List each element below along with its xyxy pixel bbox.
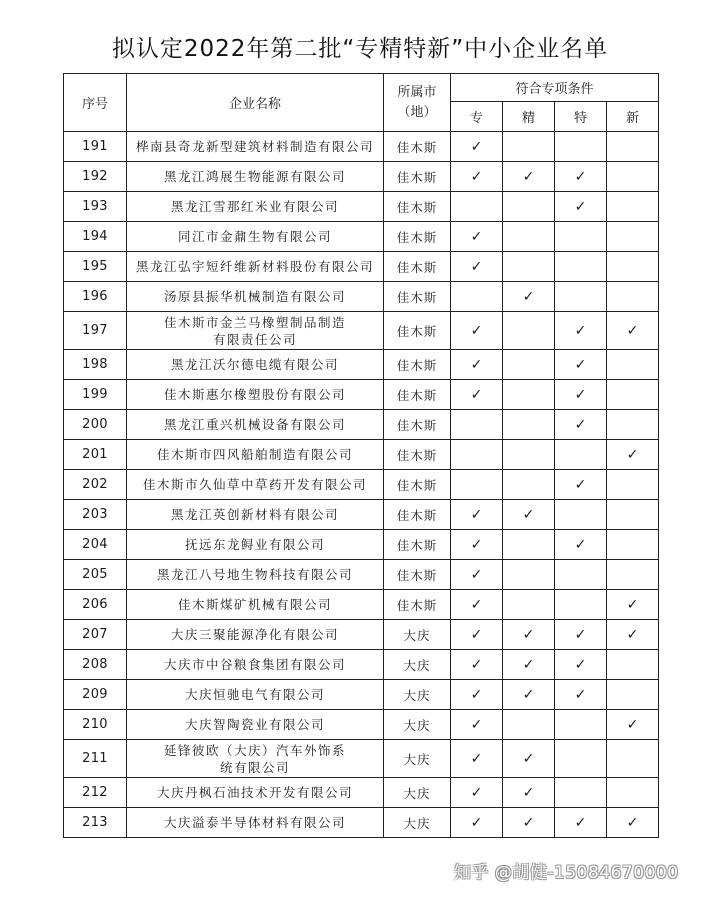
check-mark-icon bbox=[555, 132, 607, 162]
city-cell: 大庆 bbox=[384, 740, 451, 778]
city-cell: 佳木斯 bbox=[384, 252, 451, 282]
city-cell: 佳木斯 bbox=[384, 560, 451, 590]
table-row bbox=[64, 650, 659, 680]
company-name: 黑龙江鸿展生物能源有限公司 bbox=[127, 162, 384, 192]
check-mark-icon bbox=[503, 710, 555, 740]
company-name: 抚远东龙鲟业有限公司 bbox=[127, 530, 384, 560]
row-number: 197 bbox=[64, 312, 127, 350]
check-mark-icon bbox=[451, 440, 503, 470]
check-mark-icon: ✓ bbox=[451, 740, 503, 778]
check-mark-icon: ✓ bbox=[607, 710, 659, 740]
company-name: 佳木斯惠尔橡塑股份有限公司 bbox=[127, 380, 384, 410]
row-number: 194 bbox=[64, 222, 127, 252]
city-cell: 佳木斯 bbox=[384, 530, 451, 560]
row-number: 193 bbox=[64, 192, 127, 222]
city-cell: 佳木斯 bbox=[384, 440, 451, 470]
city-cell: 佳木斯 bbox=[384, 350, 451, 380]
check-mark-icon: ✓ bbox=[555, 312, 607, 350]
check-mark-icon bbox=[503, 440, 555, 470]
city-cell: 佳木斯 bbox=[384, 410, 451, 440]
check-mark-icon bbox=[503, 350, 555, 380]
table-row bbox=[64, 252, 659, 282]
company-name: 黑龙江弘宇短纤维新材料股份有限公司 bbox=[127, 252, 384, 282]
check-mark-icon: ✓ bbox=[503, 778, 555, 808]
row-number: 200 bbox=[64, 410, 127, 440]
header-name: 企业名称 bbox=[127, 74, 384, 132]
check-mark-icon: ✓ bbox=[451, 222, 503, 252]
row-number: 203 bbox=[64, 500, 127, 530]
city-cell: 佳木斯 bbox=[384, 380, 451, 410]
table-row bbox=[64, 560, 659, 590]
check-mark-icon bbox=[607, 252, 659, 282]
check-mark-icon bbox=[607, 680, 659, 710]
company-name: 大庆市中谷粮食集团有限公司 bbox=[127, 650, 384, 680]
check-mark-icon: ✓ bbox=[503, 808, 555, 838]
table-row bbox=[64, 710, 659, 740]
header-city: 所属市（地） bbox=[384, 74, 451, 132]
company-name: 佳木斯市四风船舶制造有限公司 bbox=[127, 440, 384, 470]
check-mark-icon bbox=[503, 530, 555, 560]
check-mark-icon bbox=[555, 440, 607, 470]
check-mark-icon bbox=[607, 410, 659, 440]
check-mark-icon bbox=[607, 650, 659, 680]
check-mark-icon: ✓ bbox=[451, 620, 503, 650]
row-number: 201 bbox=[64, 440, 127, 470]
check-mark-icon bbox=[607, 530, 659, 560]
check-mark-icon bbox=[503, 560, 555, 590]
check-mark-icon bbox=[607, 740, 659, 778]
table-row bbox=[64, 808, 659, 838]
check-mark-icon: ✓ bbox=[555, 380, 607, 410]
company-name: 同江市金鼐生物有限公司 bbox=[127, 222, 384, 252]
city-cell: 大庆 bbox=[384, 680, 451, 710]
row-number: 208 bbox=[64, 650, 127, 680]
check-mark-icon: ✓ bbox=[451, 252, 503, 282]
check-mark-icon bbox=[451, 192, 503, 222]
check-mark-icon: ✓ bbox=[451, 680, 503, 710]
check-mark-icon: ✓ bbox=[451, 500, 503, 530]
check-mark-icon: ✓ bbox=[607, 808, 659, 838]
page-title: 拟认定2022年第二批“专精特新”中小企业名单 bbox=[111, 36, 609, 62]
check-mark-icon: ✓ bbox=[451, 162, 503, 192]
check-mark-icon: ✓ bbox=[503, 740, 555, 778]
table-row bbox=[64, 410, 659, 440]
check-mark-icon bbox=[555, 778, 607, 808]
check-mark-icon bbox=[503, 380, 555, 410]
check-mark-icon bbox=[607, 500, 659, 530]
row-number: 209 bbox=[64, 680, 127, 710]
check-mark-icon: ✓ bbox=[503, 680, 555, 710]
check-mark-icon bbox=[503, 252, 555, 282]
check-mark-icon bbox=[555, 590, 607, 620]
check-mark-icon bbox=[607, 778, 659, 808]
city-cell: 佳木斯 bbox=[384, 470, 451, 500]
check-mark-icon: ✓ bbox=[451, 650, 503, 680]
row-number: 196 bbox=[64, 282, 127, 312]
table-row bbox=[64, 470, 659, 500]
city-cell: 佳木斯 bbox=[384, 132, 451, 162]
row-number: 213 bbox=[64, 808, 127, 838]
check-mark-icon: ✓ bbox=[451, 380, 503, 410]
company-name: 汤原县振华机械制造有限公司 bbox=[127, 282, 384, 312]
company-name: 佳木斯市金兰马橡塑制品制造有限责任公司 bbox=[127, 312, 384, 350]
check-mark-icon bbox=[451, 410, 503, 440]
city-cell: 佳木斯 bbox=[384, 162, 451, 192]
check-mark-icon: ✓ bbox=[503, 500, 555, 530]
check-mark-icon bbox=[607, 162, 659, 192]
company-name: 佳木斯煤矿机械有限公司 bbox=[127, 590, 384, 620]
company-name: 延锋彼欧（大庆）汽车外饰系统有限公司 bbox=[127, 740, 384, 778]
row-number: 195 bbox=[64, 252, 127, 282]
table-row bbox=[64, 312, 659, 350]
row-number: 198 bbox=[64, 350, 127, 380]
enterprise-table bbox=[63, 73, 659, 838]
city-cell: 佳木斯 bbox=[384, 192, 451, 222]
check-mark-icon: ✓ bbox=[607, 590, 659, 620]
city-cell: 佳木斯 bbox=[384, 500, 451, 530]
check-mark-icon: ✓ bbox=[555, 530, 607, 560]
check-mark-icon: ✓ bbox=[607, 440, 659, 470]
check-mark-icon: ✓ bbox=[451, 808, 503, 838]
check-mark-icon: ✓ bbox=[555, 620, 607, 650]
check-mark-icon bbox=[451, 470, 503, 500]
header-no: 序号 bbox=[64, 74, 127, 132]
check-mark-icon bbox=[555, 710, 607, 740]
row-number: 212 bbox=[64, 778, 127, 808]
city-cell: 大庆 bbox=[384, 710, 451, 740]
row-number: 206 bbox=[64, 590, 127, 620]
check-mark-icon bbox=[607, 470, 659, 500]
check-mark-icon: ✓ bbox=[555, 470, 607, 500]
check-mark-icon bbox=[451, 282, 503, 312]
header-col-te: 特 bbox=[555, 102, 607, 132]
table-body bbox=[64, 132, 659, 838]
check-mark-icon: ✓ bbox=[451, 312, 503, 350]
check-mark-icon: ✓ bbox=[607, 312, 659, 350]
company-name: 大庆溢泰半导体材料有限公司 bbox=[127, 808, 384, 838]
city-cell: 佳木斯 bbox=[384, 222, 451, 252]
company-name: 黑龙江沃尔德电缆有限公司 bbox=[127, 350, 384, 380]
table-row bbox=[64, 132, 659, 162]
table-row bbox=[64, 380, 659, 410]
header-col-xin: 新 bbox=[607, 102, 659, 132]
city-cell: 佳木斯 bbox=[384, 590, 451, 620]
check-mark-icon: ✓ bbox=[451, 560, 503, 590]
check-mark-icon: ✓ bbox=[555, 192, 607, 222]
row-number: 191 bbox=[64, 132, 127, 162]
city-cell: 佳木斯 bbox=[384, 312, 451, 350]
table-row bbox=[64, 500, 659, 530]
header-col-zhuan: 专 bbox=[451, 102, 503, 132]
row-number: 207 bbox=[64, 620, 127, 650]
check-mark-icon: ✓ bbox=[451, 778, 503, 808]
table-row bbox=[64, 620, 659, 650]
check-mark-icon bbox=[607, 350, 659, 380]
city-cell: 大庆 bbox=[384, 778, 451, 808]
row-number: 205 bbox=[64, 560, 127, 590]
table-row bbox=[64, 282, 659, 312]
check-mark-icon: ✓ bbox=[555, 808, 607, 838]
company-name: 佳木斯市久仙草中草药开发有限公司 bbox=[127, 470, 384, 500]
check-mark-icon bbox=[607, 282, 659, 312]
check-mark-icon: ✓ bbox=[451, 710, 503, 740]
row-number: 204 bbox=[64, 530, 127, 560]
city-cell: 佳木斯 bbox=[384, 282, 451, 312]
check-mark-icon bbox=[555, 500, 607, 530]
check-mark-icon: ✓ bbox=[503, 282, 555, 312]
row-number: 210 bbox=[64, 710, 127, 740]
table-row bbox=[64, 222, 659, 252]
table-row bbox=[64, 440, 659, 470]
check-mark-icon: ✓ bbox=[555, 350, 607, 380]
company-name: 大庆智陶瓷业有限公司 bbox=[127, 710, 384, 740]
check-mark-icon: ✓ bbox=[503, 650, 555, 680]
check-mark-icon: ✓ bbox=[451, 132, 503, 162]
company-name: 黑龙江重兴机械设备有限公司 bbox=[127, 410, 384, 440]
table-row bbox=[64, 740, 659, 778]
check-mark-icon: ✓ bbox=[555, 680, 607, 710]
row-number: 199 bbox=[64, 380, 127, 410]
check-mark-icon bbox=[503, 192, 555, 222]
check-mark-icon bbox=[503, 132, 555, 162]
check-mark-icon: ✓ bbox=[555, 410, 607, 440]
header-criteria: 符合专项条件 bbox=[451, 74, 659, 102]
company-name: 大庆丹枫石油技术开发有限公司 bbox=[127, 778, 384, 808]
row-number: 192 bbox=[64, 162, 127, 192]
check-mark-icon: ✓ bbox=[451, 350, 503, 380]
check-mark-icon bbox=[607, 380, 659, 410]
company-name: 大庆三聚能源净化有限公司 bbox=[127, 620, 384, 650]
company-name: 黑龙江雪那红米业有限公司 bbox=[127, 192, 384, 222]
check-mark-icon bbox=[503, 312, 555, 350]
company-name: 黑龙江八号地生物科技有限公司 bbox=[127, 560, 384, 590]
check-mark-icon bbox=[503, 410, 555, 440]
check-mark-icon: ✓ bbox=[503, 620, 555, 650]
row-number: 202 bbox=[64, 470, 127, 500]
table-row bbox=[64, 680, 659, 710]
table-row bbox=[64, 530, 659, 560]
company-name: 黑龙江英创新材料有限公司 bbox=[127, 500, 384, 530]
check-mark-icon: ✓ bbox=[555, 650, 607, 680]
company-name: 桦南县奇龙新型建筑材料制造有限公司 bbox=[127, 132, 384, 162]
table-row bbox=[64, 192, 659, 222]
company-name: 大庆恒驰电气有限公司 bbox=[127, 680, 384, 710]
check-mark-icon bbox=[503, 222, 555, 252]
city-cell: 大庆 bbox=[384, 620, 451, 650]
table-row bbox=[64, 590, 659, 620]
check-mark-icon bbox=[555, 282, 607, 312]
city-cell: 大庆 bbox=[384, 808, 451, 838]
city-cell: 大庆 bbox=[384, 650, 451, 680]
row-number: 211 bbox=[64, 740, 127, 778]
table-row bbox=[64, 162, 659, 192]
check-mark-icon bbox=[555, 560, 607, 590]
check-mark-icon bbox=[555, 222, 607, 252]
check-mark-icon: ✓ bbox=[607, 620, 659, 650]
check-mark-icon bbox=[555, 252, 607, 282]
check-mark-icon: ✓ bbox=[555, 162, 607, 192]
header-col-jing: 精 bbox=[503, 102, 555, 132]
check-mark-icon: ✓ bbox=[503, 162, 555, 192]
check-mark-icon bbox=[607, 192, 659, 222]
check-mark-icon bbox=[607, 222, 659, 252]
check-mark-icon bbox=[607, 560, 659, 590]
check-mark-icon bbox=[503, 590, 555, 620]
table-row bbox=[64, 350, 659, 380]
check-mark-icon bbox=[503, 470, 555, 500]
watermark: 知乎 @胡健-15084670000 bbox=[454, 863, 679, 883]
check-mark-icon bbox=[607, 132, 659, 162]
check-mark-icon: ✓ bbox=[451, 590, 503, 620]
check-mark-icon bbox=[555, 740, 607, 778]
table-row bbox=[64, 778, 659, 808]
check-mark-icon: ✓ bbox=[451, 530, 503, 560]
